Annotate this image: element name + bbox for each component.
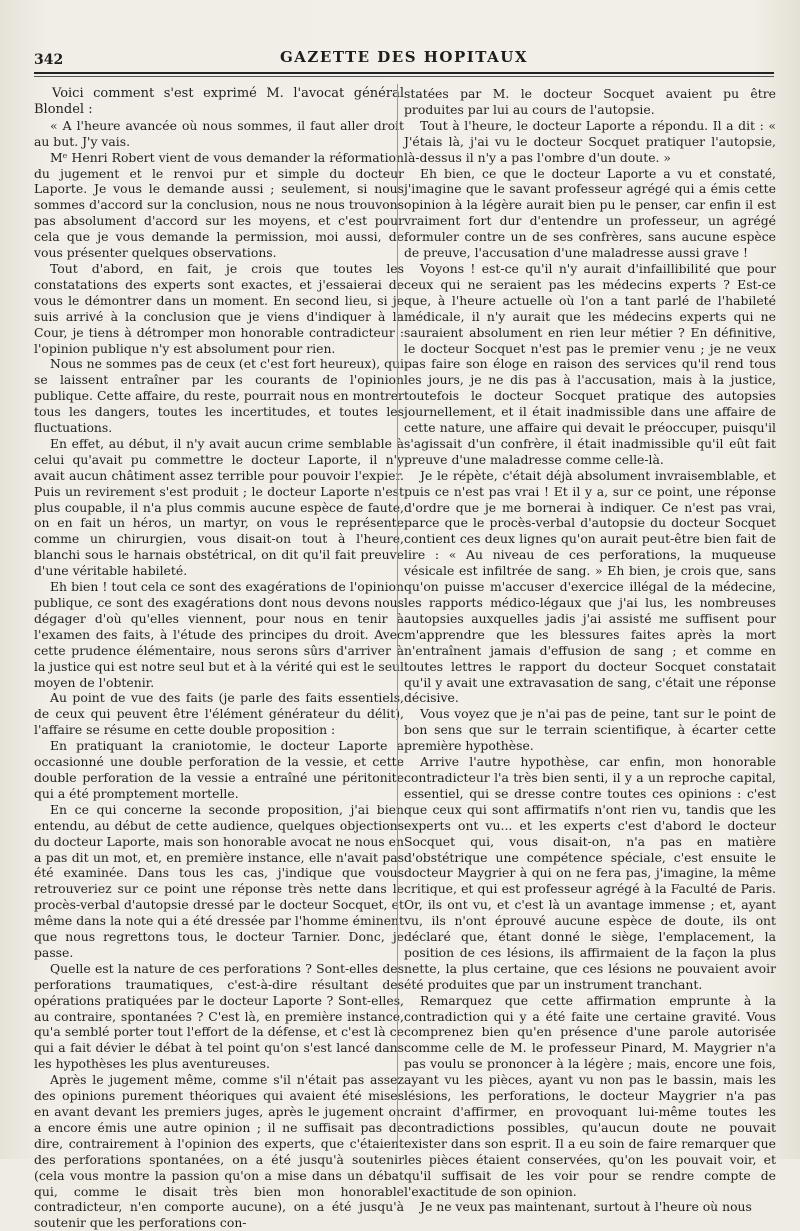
- paragraph: Eh bien, ce que le docteur Laporte a vu et constaté, j'imagine que le savant professeur agrégé qui a émis cette opinion à la légère aurait bien pu le penser, car enfin il est vraiment fort dur d'entendre un professeur, un agrégé formuler contre un de ses confrères, sans aucune espèce de preuve, l'accusation d'une maladresse aussi grave !: [404, 165, 776, 261]
- paragraph: Vous voyez que je n'ai pas de peine, tant sur le point de bon sens que sur le terrain scientifique, à écarter cette première hypothèse.: [404, 706, 776, 754]
- header-rule: [34, 72, 774, 74]
- page-number: 342: [34, 52, 64, 68]
- paragraph: Quelle est la nature de ces perforations ? Sont-elles des perforations traumatiques, c'est-à-dire résultant des opérations pratiquées par le docteur Laporte ? Sont-elles, au contraire, spontanées ? C'est là, en première instance, qu'a semblé porter tout l'effort de la défense, et c'est là ce qui a fait dévier le débat à tel point qu'on s'est lancé dans les hypothèses les plus aventureuses.: [34, 960, 404, 1072]
- page-header: [34, 44, 774, 72]
- paragraph: Après le jugement même, comme s'il n'était pas assez des opinions purement théoriques qui avaient été mises en avant devant les premiers juges, après le jugement on a encore émis une autre opinion ; il ne suffisait pas de dire, contrairement à l'opinion des experts, que c'étaient des perforations spontanées, on a été jusqu'à soutenir (cela vous montre la passion qu'on a mise dans un débat qui, comme le disait très bien mon honorable contradicteur, n'en comporte aucune), on a été jusqu'à soutenir que les perforations con-: [34, 1072, 404, 1231]
- paragraph: Voici comment s'est exprimé M. l'avocat général Blondel :: [34, 86, 404, 117]
- left-column: [34, 86, 404, 1231]
- paragraph: Tout à l'heure, le docteur Laporte a répondu. Il a dit : « J'étais là, j'ai vu le docteur Socquet pratiquer l'autopsie, là-dessus il n'y a pas l'ombre d'un doute. »: [404, 117, 776, 165]
- paragraph: Je le répète, c'était déjà absolument invraisemblable, et puis ce n'est pas vrai ! Et il y a, sur ce point, une réponse d'ordre que je me bornerai à indiquer. Ce n'est pas vrai, parce que le procès-verbal d'autopsie du docteur Socquet contient ces deux lignes qu'on aurait peut-être bien fait de lire : « Au niveau de ces perforations, la muqueuse vésicale est infiltrée de sang. » Eh bien, je crois que, sans qu'on puisse m'accuser d'exercice illégal de la médecine, les rapports médico-légaux que j'ai lus, les nombreuses autopsies auxquelles jadis j'ai assisté me suffisent pour m'apprendre que les blessures faites après la mort n'entraînent jamais d'effusion de sang ; et comme en toutes lettres le rapport du docteur Socquet constatait qu'il y avait une extravasation de sang, c'était une réponse décisive.: [404, 467, 776, 706]
- paragraph: En pratiquant la craniotomie, le docteur Laporte a occasionné une double perforation de la vessie, et cette double perforation de la vessie a entraîné une péritonite qui a été promptement mortelle.: [34, 738, 404, 801]
- paragraph: Tout d'abord, en fait, je crois que toutes les constatations des experts sont exactes, et j'essaierai de vous le démontrer dans un moment. En second lieu, si je suis arrivé à la conclusion que je viens d'indiquer à la Cour, je tiens à détromper mon honorable contradicteur : l'opinion publique n'y est absolument pour rien.: [34, 260, 404, 356]
- paragraph: Arrive l'autre hypothèse, car enfin, mon honorable contradicteur l'a très bien senti, il y a un reproche capital, essentiel, qui se dresse contre toutes ces opinions : c'est que ceux qui sont affirmatifs n'ont rien vu, tandis que les experts ont vu... et les experts c'est d'abord le docteur Socquet qui, vous disait-on, n'a pas en matière d'obstétrique une compétence spéciale, c'est ensuite le docteur Maygrier à qui on ne fera pas, j'imagine, la même critique, et qui est professeur agrégé à la Faculté de Paris. Or, ils ont vu, et c'est là un avantage immense ; et, ayant vu, ils n'ont éprouvé aucune espèce de doute, ils ont déclaré que, étant donné le siège, l'emplacement, la position de ces lésions, ils affirmaient de la façon la plus nette, la plus certaine, que ces lésions ne pouvaient avoir été produites que par un instrument tranchant.: [404, 754, 776, 992]
- paragraph: Eh bien ! tout cela ce sont des exagérations de l'opinion publique, ce sont des exagérations dont nous devons nous dégager d'où qu'elles viennent, pour nous en tenir à l'examen des faits, à l'étude des principes du droit. Avec cette prudence élémentaire, nous serons sûrs d'arriver à la justice qui est notre seul but et à la vérité qui est le seul moyen de l'obtenir.: [34, 579, 404, 690]
- paragraph: Nous ne sommes pas de ceux (et c'est fort heureux), qui se laissent entraîner par les courants de l'opinion publique. Cette affaire, du reste, pourrait nous en montrer tous les dangers, toutes les incertitudes, et toutes les fluctuations.: [34, 356, 404, 436]
- paragraph: statées par M. le docteur Socquet avaient pu être produites par lui au cours de l'autopsie.: [404, 86, 776, 117]
- paragraph: Mᵉ Henri Robert vient de vous demander la réformation du jugement et le renvoi pur et simple du docteur Laporte. Je vous le demande aussi ; seulement, si nous sommes d'accord sur la conclusion, nous ne nous trouvons pas absolument d'accord sur les moyens, et c'est pour cela que je vous demande la permission, moi aussi, de vous présenter quelques observations.: [34, 149, 404, 261]
- paragraph: « A l'heure avancée où nous sommes, il faut aller droit au but. J'y vais.: [34, 117, 404, 149]
- journal-title: GAZETTE DES HOPITAUX: [279, 48, 528, 66]
- paragraph: Voyons ! est-ce qu'il n'y aurait d'infaillibilité que pour ceux qui ne seraient pas les médecins experts ? Est-ce que, à l'heure actuelle où l'on a tant parlé de l'habileté médicale, il n'y aurait que les médecins experts qui ne sauraient absolument en rien leur métier ? En définitive, le docteur Socquet n'est pas le premier venu ; je ne veux pas faire son éloge en raison des services qu'il rend tous les jours, je ne dis pas à l'accusation, mais à la justice, toutefois le docteur Socquet pratique des autopsies journellement, et il était inadmissible dans une affaire de cette nature, une affaire qui devait le préoccuper, puisqu'il s'agissait d'un confrère, il était inadmissible qu'il eût fait preuve d'une maladresse comme celle-là.: [404, 260, 776, 467]
- right-column: [404, 86, 776, 1215]
- header-rule-thin: [34, 76, 774, 77]
- column-divider: [397, 84, 398, 1144]
- paragraph: En effet, au début, il n'y avait aucun crime semblable à celui qu'avait pu commettre le docteur Laporte, il n'y avait aucun châtiment assez terrible pour pouvoir l'expier. Puis un revirement s'est produit ; le docteur Laporte n'est plus coupable, il n'a plus commis aucune espèce de faute, on en fait un héros, un martyr, on vous le représente comme un chirurgien, vous disait-on tout à l'heure, blanchi sous le harnais obstétrical, on dit qu'il fait preuve d'une véritable habileté.: [34, 435, 404, 579]
- paragraph: Remarquez que cette affirmation emprunte à la contradiction qui y a été faite une certaine gravité. Vous comprenez bien qu'en présence d'une parole autorisée comme celle de M. le professeur Pinard, M. Maygrier n'a pas voulu se prononcer à la légère ; mais, encore une fois, ayant vu les pièces, ayant vu non pas le bassin, mais les lésions, les perforations, le docteur Maygrier n'a pas craint d'affirmer, en provoquant lui-même toutes les contradictions possibles, qu'aucun doute ne pouvait exister dans son esprit. Il a eu soin de faire remarquer que les pièces étaient conservées, qu'on les pouvait voir, et qu'il suffisait de les voir pour se rendre compte de l'exactitude de son opinion.: [404, 992, 776, 1199]
- paragraph: Au point de vue des faits (je parle des faits essentiels, de ceux qui peuvent être l'élément générateur du délit), l'affaire se résume en cette double proposition :: [34, 690, 404, 738]
- paragraph: Je ne veux pas maintenant, surtout à l'heure où nous: [420, 1199, 752, 1215]
- paragraph: En ce qui concerne la seconde proposition, j'ai bien entendu, au début de cette audience, quelques objections du docteur Laporte, mais son honorable avocat ne nous en a pas dit un mot, et, en première instance, elle n'avait pas été examinée. Dans tous les cas, j'indique que vous retrouveriez sur ce point une réponse très nette dans le procès-verbal d'autopsie dressé par le docteur Socquet, et même dans la note qui a été dressée par l'homme éminent que nous regrettons tous, le docteur Tarnier. Donc, je passe.: [34, 801, 404, 960]
